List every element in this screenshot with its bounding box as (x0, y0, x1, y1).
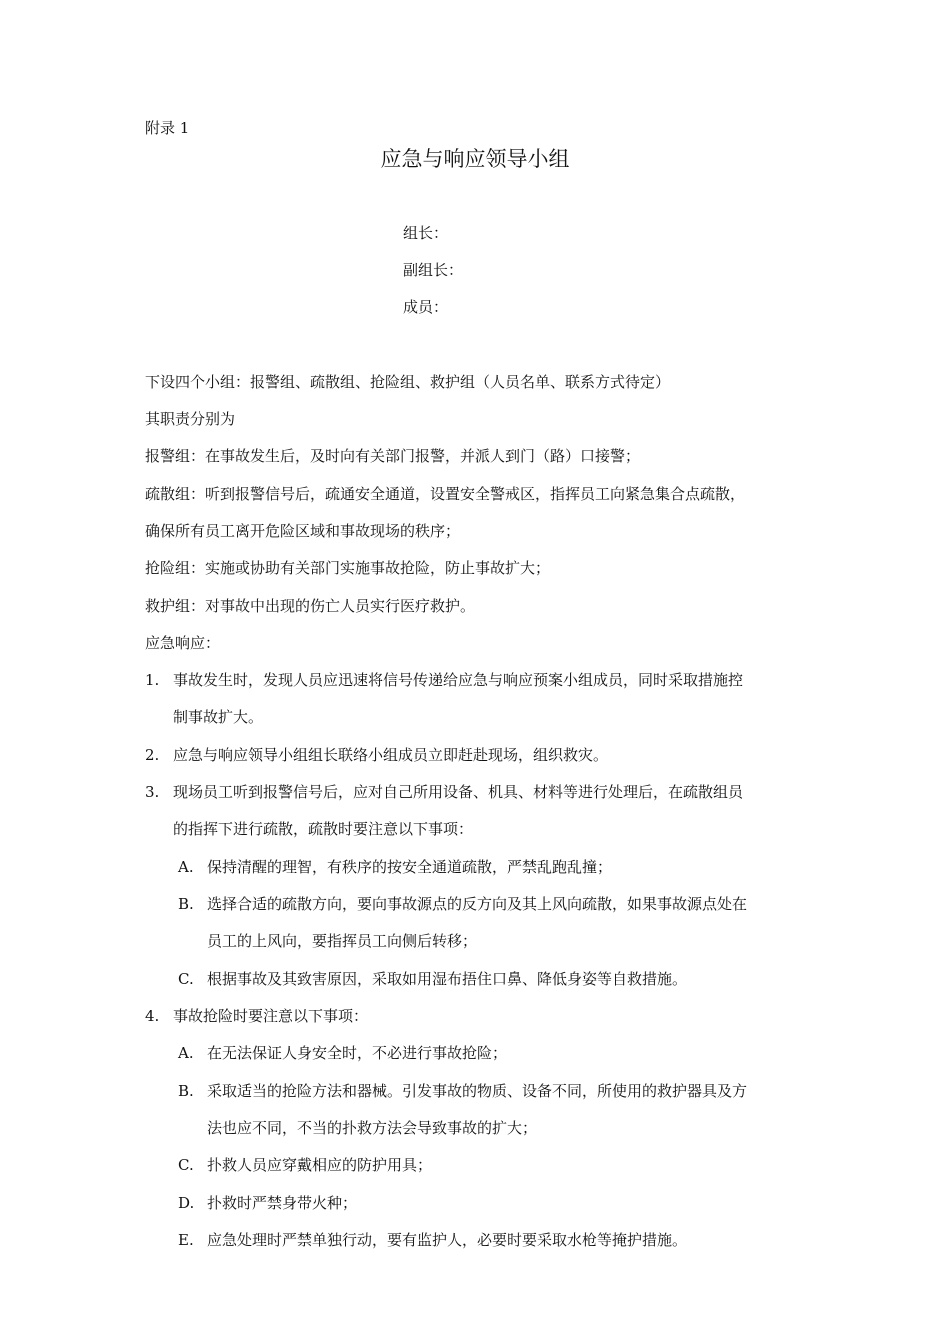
sub-list-text: 在无法保证人身安全时，不必进行事故抢险； (207, 1044, 508, 1062)
document-title: 应急与响应领导小组 (380, 147, 570, 171)
list-item-text: 制事故扩大。 (173, 708, 264, 726)
sub-list-text: 扑救时严禁身带火种； (207, 1194, 358, 1212)
duties-heading: 其职责分别为 (145, 410, 236, 428)
role-members: 成员： (403, 298, 449, 316)
role-deputy: 副组长： (403, 261, 464, 279)
list-item-text: 事故发生时，发现人员应迅速将信号传递给应急与响应预案小组成员，同时采取措施控 (173, 671, 744, 689)
intro-paragraph: 下设四个小组：报警组、疏散组、抢险组、救护组（人员名单、联系方式待定） (145, 373, 671, 391)
list-item-text: 现场员工听到报警信号后，应对自己所用设备、机具、材料等进行处理后，在疏散组员 (173, 783, 744, 801)
sub-list-label: A. (178, 858, 194, 876)
appendix-label: 附录 1 (145, 119, 190, 137)
duty-rescue: 抢险组：实施或协助有关部门实施事故抢险，防止事故扩大； (145, 559, 551, 577)
sub-list-text: 员工的上风向，要指挥员工向侧后转移； (207, 932, 478, 950)
sub-list-text: 选择合适的疏散方向，要向事故源点的反方向及其上风向疏散，如果事故源点处在 (207, 895, 748, 913)
list-number: 3. (145, 783, 160, 801)
sub-list-text: 保持清醒的理智，有秩序的按安全通道疏散，严禁乱跑乱撞； (207, 858, 613, 876)
sub-list-text: 法也应不同，不当的扑救方法会导致事故的扩大； (207, 1119, 538, 1137)
sub-list-label: B. (178, 1082, 194, 1100)
sub-list-text: 应急处理时严禁单独行动，要有监护人，必要时要采取水枪等掩护措施。 (207, 1231, 688, 1249)
list-item-text: 的指挥下进行疏散，疏散时要注意以下事项： (173, 820, 474, 838)
duty-alarm: 报警组：在事故发生后，及时向有关部门报警，并派人到门（路）口接警； (145, 447, 641, 465)
sub-list-label: D. (178, 1194, 195, 1212)
role-leader: 组长： (403, 224, 449, 242)
sub-list-label: A. (178, 1044, 194, 1062)
list-item-text: 事故抢险时要注意以下事项： (173, 1007, 369, 1025)
list-number: 4. (145, 1007, 160, 1025)
sub-list-label: E. (178, 1231, 194, 1249)
sub-list-label: C. (178, 1156, 194, 1174)
sub-list-label: C. (178, 970, 194, 988)
sub-list-text: 根据事故及其致害原因，采取如用湿布捂住口鼻、降低身姿等自救措施。 (207, 970, 688, 988)
duty-evac-line1: 疏散组：听到报警信号后，疏通安全通道，设置安全警戒区，指挥员工向紧急集合点疏散， (145, 485, 746, 503)
response-heading: 应急响应： (145, 634, 221, 652)
list-number: 2. (145, 746, 160, 764)
sub-list-label: B. (178, 895, 194, 913)
duty-aid: 救护组：对事故中出现的伤亡人员实行医疗救护。 (145, 597, 476, 615)
sub-list-text: 扑救人员应穿戴相应的防护用具； (207, 1156, 433, 1174)
list-item-text: 应急与响应领导小组组长联络小组成员立即赶赴现场，组织救灾。 (173, 746, 609, 764)
list-number: 1. (145, 671, 160, 689)
duty-evac-line2: 确保所有员工离开危险区域和事故现场的秩序； (145, 522, 461, 540)
sub-list-text: 采取适当的抢险方法和器械。引发事故的物质、设备不同，所使用的救护器具及方 (207, 1082, 748, 1100)
